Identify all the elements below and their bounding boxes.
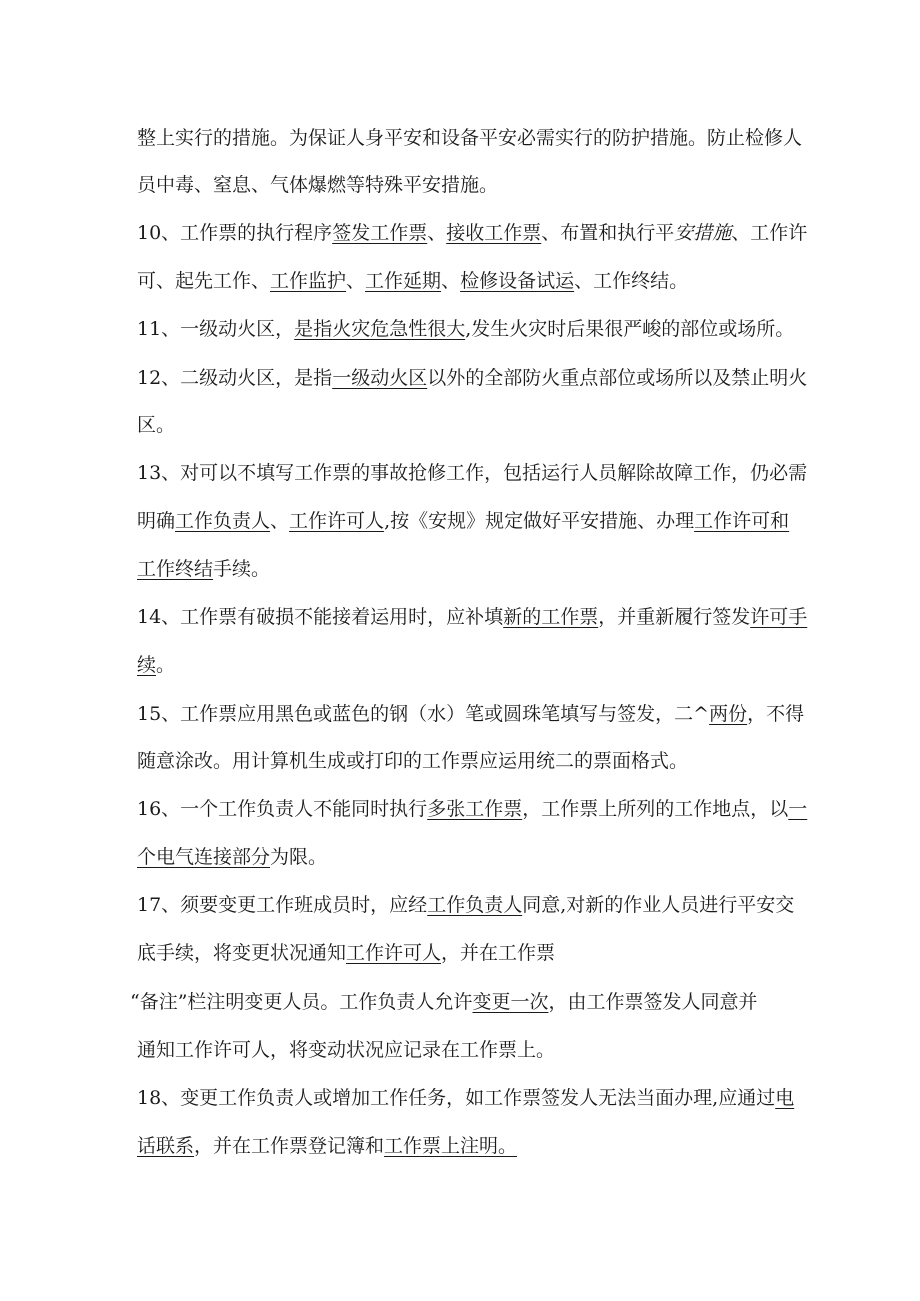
text-run: 、: [441, 270, 461, 292]
text-run: 员中毒、窒息、气体爆燃等特殊平安措施。: [137, 174, 499, 196]
text-run: 工作延期: [365, 270, 442, 292]
text-run: 许可手: [750, 606, 808, 628]
text-run: 变更一次: [472, 991, 549, 1013]
text-line: [137, 1086, 795, 1110]
text-run: 工作票上注明。: [384, 1135, 518, 1157]
text-run: 16、一个工作负责人不能同时执行: [137, 798, 428, 820]
text-run: 10、工作票的执行程序: [137, 222, 333, 244]
text-line: [137, 317, 795, 341]
text-run: 续: [137, 654, 157, 676]
text-line: [137, 557, 787, 581]
text-run: 工作终结: [137, 558, 214, 580]
text-run: ，工作票上所列的工作地点，以: [522, 798, 789, 820]
text-run: 以外的全部防火重点部位或场所以及禁止明火: [427, 367, 808, 389]
text-line: [137, 653, 787, 677]
text-run: ，并在工作票: [441, 942, 556, 964]
text-run: 检修设备试运: [460, 270, 575, 292]
text-line: [137, 797, 808, 821]
text-line: [137, 941, 787, 965]
text-run: 电: [775, 1087, 795, 1109]
text-line: [137, 221, 808, 245]
text-run: ，由工作票签发人同意并: [548, 991, 758, 1013]
text-run: 签发工作票: [332, 222, 428, 244]
text-run: 通知工作许可人，将变动状况应记录在工作票上。: [137, 1039, 556, 1061]
text-line: [137, 749, 787, 773]
text-run: 接收工作票: [446, 222, 542, 244]
text-run: 13、对可以不填写工作票的事故抢修工作，包括运行人员解除故障工作，仍必需: [137, 462, 808, 484]
text-run: 一: [788, 798, 808, 820]
text-run: 可、起先工作、: [137, 270, 271, 292]
text-run: “备注”栏注明变更人员。工作负责人允许: [130, 991, 473, 1013]
text-run: 明确: [137, 510, 176, 532]
text-line: [137, 461, 808, 485]
text-run: 工作负责人: [427, 894, 523, 916]
text-run: 整上实行的措施。为保证人身平安和设备平安必需实行的防护措施。防止检修人: [137, 127, 803, 149]
text-run: 同意,对新的作业人员进行平安交: [522, 894, 795, 916]
text-line: [137, 509, 790, 533]
text-run: 18、变更工作负责人或增加工作任务，如工作票签发人无法当面办理,应通过: [137, 1087, 776, 1109]
text-run: 工作负责人: [175, 510, 271, 532]
text-run: 区。: [137, 414, 176, 436]
text-run: 、工作许: [731, 222, 808, 244]
text-run: 14、工作票有破损不能接着运用时，应补填: [137, 606, 504, 628]
text-run: 底手续，将变更状况通知: [137, 942, 347, 964]
text-run: 。: [156, 654, 176, 676]
text-line: [137, 605, 808, 629]
text-line: [137, 413, 787, 437]
text-run: 一级动火区: [332, 367, 428, 389]
text-run: 新的工作票: [503, 606, 599, 628]
text-run: 多张工作票: [427, 798, 523, 820]
text-run: 随意涂改。用计算机生成或打印的工作票应运用统二的票面格式。: [137, 750, 689, 772]
text-run: 安措施: [674, 222, 732, 244]
text-run: 为限。: [270, 846, 328, 868]
text-run: ,按《安规》规定做好平安措施、办理: [384, 510, 695, 532]
text-line: [137, 126, 803, 150]
text-line: [137, 366, 808, 390]
text-line: [137, 269, 787, 293]
text-line: [137, 1134, 787, 1158]
text-line: [137, 845, 787, 869]
text-run: 、: [427, 222, 447, 244]
text-run: 工作许可人: [346, 942, 442, 964]
text-run: 12、二级动火区，是指: [137, 367, 333, 389]
text-run: 话联系: [137, 1135, 195, 1157]
text-line: [137, 702, 805, 726]
text-run: 17、须要变更工作班成员时，应经: [137, 894, 428, 916]
text-run: 工作许可和: [694, 510, 790, 532]
text-run: 手续。: [213, 558, 271, 580]
text-run: 、: [270, 510, 290, 532]
text-run: ,发生火灾时后果很严峻的部位或场所。: [465, 318, 795, 340]
text-run: 、: [346, 270, 366, 292]
text-run: 两份: [709, 703, 748, 725]
text-run: 15、工作票应用黑色或蓝色的钢（水）笔或圆珠笔填写与签发，二^: [137, 703, 710, 725]
text-line: [137, 173, 787, 197]
text-line: [130, 990, 780, 1014]
text-run: 、布置和执行平: [541, 222, 675, 244]
text-run: 是指火灾危急性很大: [294, 318, 466, 340]
text-line: [137, 1038, 787, 1062]
text-run: ，并在工作票登记簿和: [194, 1135, 385, 1157]
text-run: ，不得: [747, 703, 805, 725]
text-run: ，并重新履行签发: [598, 606, 751, 628]
text-line: [137, 893, 795, 917]
text-run: 工作监护: [270, 270, 347, 292]
text-run: 个电气连接部分: [137, 846, 271, 868]
text-run: 11、一级动火区，: [137, 318, 295, 340]
text-run: 工作许可人: [289, 510, 385, 532]
text-run: 、工作终结。: [574, 270, 689, 292]
